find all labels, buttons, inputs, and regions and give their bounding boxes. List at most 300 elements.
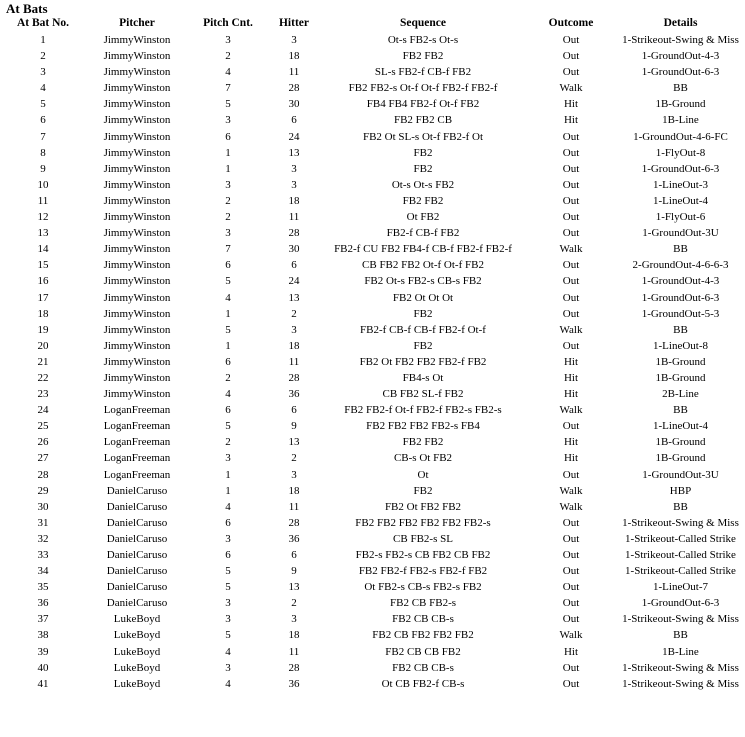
table-header-row <box>4 17 741 32</box>
cell-pitcher: DanielCaruso <box>106 581 168 594</box>
cell-outcome: Walk <box>559 500 583 513</box>
cell-hitter: 6 <box>291 114 297 127</box>
cell-pitcher: DanielCaruso <box>106 597 168 610</box>
table-row <box>4 676 741 692</box>
cell-sequence: FB2 <box>413 162 433 175</box>
cell-pitch-cnt: 4 <box>225 66 231 79</box>
table-row <box>4 515 741 531</box>
cell-details: 1-FlyOut-8 <box>655 146 706 159</box>
table-row <box>4 531 741 547</box>
cell-outcome: Out <box>562 581 580 594</box>
cell-details: BB <box>673 629 688 642</box>
cell-pitch-cnt: 5 <box>225 420 231 433</box>
cell-at-bat-no: 39 <box>37 645 49 658</box>
cell-details: 1-GroundOut-6-3 <box>641 162 720 175</box>
cell-details: 1B-Ground <box>655 436 706 449</box>
cell-pitcher: LukeBoyd <box>113 645 161 658</box>
cell-pitcher: LukeBoyd <box>113 629 161 642</box>
cell-details: 1B-Line <box>662 645 699 658</box>
column-header-details: Details <box>663 17 698 29</box>
cell-at-bat-no: 4 <box>40 82 46 95</box>
cell-pitch-cnt: 1 <box>225 162 231 175</box>
table-row <box>4 595 741 611</box>
cell-outcome: Out <box>562 211 580 224</box>
cell-hitter: 3 <box>291 613 297 626</box>
cell-hitter: 28 <box>288 371 300 384</box>
cell-at-bat-no: 24 <box>37 404 49 417</box>
cell-hitter: 3 <box>291 178 297 191</box>
cell-outcome: Out <box>562 130 580 143</box>
table-row <box>4 644 741 660</box>
table-row <box>4 290 741 306</box>
cell-pitch-cnt: 1 <box>225 484 231 497</box>
column-header-outcome: Outcome <box>548 17 594 29</box>
cell-sequence: FB2 Ot SL-s Ot-f FB2-f Ot <box>362 130 484 143</box>
cell-details: 1B-Ground <box>655 371 706 384</box>
cell-at-bat-no: 23 <box>37 388 49 401</box>
cell-sequence: CB FB2 FB2 Ot-f Ot-f FB2 <box>362 259 484 272</box>
cell-details: 1-Strikeout-Swing & Miss <box>622 677 739 690</box>
cell-pitch-cnt: 3 <box>225 114 231 127</box>
cell-hitter: 13 <box>288 291 300 304</box>
cell-pitch-cnt: 7 <box>225 82 231 95</box>
cell-sequence: FB2 CB CB-s <box>392 661 454 674</box>
cell-pitch-cnt: 3 <box>225 661 231 674</box>
cell-pitcher: JimmyWinston <box>103 130 171 143</box>
cell-pitch-cnt: 7 <box>225 243 231 256</box>
cell-details: BB <box>673 323 688 336</box>
cell-pitcher: JimmyWinston <box>103 162 171 175</box>
cell-details: 1-Strikeout-Swing & Miss <box>622 613 739 626</box>
table-row <box>4 273 741 289</box>
cell-outcome: Out <box>562 275 580 288</box>
cell-outcome: Out <box>562 661 580 674</box>
cell-outcome: Hit <box>563 436 579 449</box>
cell-sequence: FB2-f CB-f CB-f FB2-f Ot-f <box>360 323 486 336</box>
table-row <box>4 499 741 515</box>
page-title: At Bats <box>6 1 48 16</box>
cell-pitch-cnt: 2 <box>225 50 231 63</box>
cell-outcome: Out <box>562 339 580 352</box>
cell-details: BB <box>673 500 688 513</box>
cell-details: 2-GroundOut-4-6-6-3 <box>632 259 729 272</box>
cell-pitcher: JimmyWinston <box>103 243 171 256</box>
table-row <box>4 370 741 386</box>
table-row <box>4 434 741 450</box>
cell-details: 1-GroundOut-6-3 <box>641 597 720 610</box>
cell-at-bat-no: 3 <box>40 66 46 79</box>
cell-pitch-cnt: 3 <box>225 597 231 610</box>
cell-outcome: Hit <box>563 645 579 658</box>
table-row <box>4 96 741 112</box>
cell-at-bat-no: 28 <box>37 468 49 481</box>
cell-pitcher: JimmyWinston <box>103 307 171 320</box>
cell-hitter: 28 <box>288 661 300 674</box>
cell-pitch-cnt: 1 <box>225 307 231 320</box>
cell-outcome: Out <box>562 613 580 626</box>
cell-pitch-cnt: 1 <box>225 339 231 352</box>
cell-at-bat-no: 5 <box>40 98 46 111</box>
cell-pitch-cnt: 4 <box>225 677 231 690</box>
cell-at-bat-no: 34 <box>37 565 49 578</box>
table-row <box>4 306 741 322</box>
cell-at-bat-no: 18 <box>37 307 49 320</box>
cell-sequence: CB-s Ot FB2 <box>393 452 453 465</box>
cell-pitch-cnt: 3 <box>225 452 231 465</box>
cell-pitcher: JimmyWinston <box>103 98 171 111</box>
cell-details: 1-GroundOut-3U <box>642 468 719 481</box>
cell-sequence: FB2 FB2 <box>402 50 444 63</box>
cell-pitch-cnt: 6 <box>225 516 231 529</box>
cell-pitcher: JimmyWinston <box>103 339 171 352</box>
cell-details: BB <box>673 82 688 95</box>
cell-hitter: 24 <box>288 275 300 288</box>
cell-at-bat-no: 21 <box>37 355 49 368</box>
cell-details: 1-GroundOut-3U <box>642 227 719 240</box>
table-row <box>4 402 741 418</box>
table-row <box>4 418 741 434</box>
cell-sequence: FB2 <box>413 307 433 320</box>
table-row <box>4 611 741 627</box>
cell-pitcher: JimmyWinston <box>103 114 171 127</box>
cell-details: BB <box>673 404 688 417</box>
cell-hitter: 36 <box>288 677 300 690</box>
cell-at-bat-no: 2 <box>40 50 46 63</box>
cell-hitter: 18 <box>288 194 300 207</box>
column-header-at-bat-no: At Bat No. <box>16 17 70 29</box>
cell-pitcher: JimmyWinston <box>103 211 171 224</box>
cell-pitch-cnt: 6 <box>225 404 231 417</box>
cell-details: 1B-Ground <box>655 452 706 465</box>
table-row <box>4 241 741 257</box>
cell-at-bat-no: 26 <box>37 436 49 449</box>
table-row <box>4 225 741 241</box>
cell-pitcher: JimmyWinston <box>103 355 171 368</box>
table-row <box>4 177 741 193</box>
cell-pitcher: JimmyWinston <box>103 275 171 288</box>
cell-hitter: 18 <box>288 339 300 352</box>
cell-pitch-cnt: 6 <box>225 355 231 368</box>
cell-at-bat-no: 30 <box>37 500 49 513</box>
cell-at-bat-no: 15 <box>37 259 49 272</box>
cell-sequence: FB2 FB2 <box>402 194 444 207</box>
table-row <box>4 354 741 370</box>
cell-sequence: FB2 CB CB FB2 <box>385 645 461 658</box>
cell-at-bat-no: 10 <box>37 178 49 191</box>
cell-pitcher: JimmyWinston <box>103 34 171 46</box>
cell-sequence: Ot FB2 <box>406 211 440 224</box>
cell-at-bat-no: 8 <box>40 146 46 159</box>
cell-hitter: 3 <box>291 34 297 46</box>
cell-hitter: 6 <box>291 549 297 561</box>
column-header-pitcher: Pitcher <box>119 17 155 29</box>
cell-at-bat-no: 25 <box>37 420 49 433</box>
cell-outcome: Out <box>562 549 580 561</box>
cell-pitcher: JimmyWinston <box>103 66 171 79</box>
cell-pitch-cnt: 1 <box>225 146 231 159</box>
cell-hitter: 11 <box>288 645 300 658</box>
table-row <box>4 193 741 209</box>
cell-at-bat-no: 13 <box>37 227 49 240</box>
cell-hitter: 13 <box>288 146 300 159</box>
cell-pitch-cnt: 5 <box>225 581 231 594</box>
cell-outcome: Walk <box>559 404 583 417</box>
cell-hitter: 11 <box>288 500 300 513</box>
cell-pitch-cnt: 3 <box>225 227 231 240</box>
cell-pitcher: JimmyWinston <box>103 323 171 336</box>
table-row <box>4 112 741 128</box>
cell-outcome: Out <box>562 178 580 191</box>
cell-hitter: 6 <box>291 404 297 417</box>
table-row <box>4 32 741 48</box>
cell-hitter: 28 <box>288 82 300 95</box>
cell-hitter: 13 <box>288 436 300 449</box>
cell-details: 1-Strikeout-Called Strike <box>625 532 736 545</box>
cell-hitter: 9 <box>291 565 297 578</box>
cell-outcome: Hit <box>563 452 579 465</box>
cell-pitcher: JimmyWinston <box>103 50 171 63</box>
cell-outcome: Out <box>562 307 580 320</box>
cell-outcome: Out <box>562 565 580 578</box>
cell-pitcher: LukeBoyd <box>113 661 161 674</box>
cell-outcome: Hit <box>563 371 579 384</box>
cell-details: 1-Strikeout-Called Strike <box>625 549 736 561</box>
cell-pitcher: LoganFreeman <box>103 452 171 465</box>
cell-sequence: FB2 FB2-s Ot-f Ot-f FB2-f FB2-f <box>348 82 498 95</box>
cell-sequence: FB2 CB CB-s <box>392 613 454 626</box>
cell-sequence: FB2 CB FB2 FB2 FB2 <box>372 629 474 642</box>
cell-at-bat-no: 40 <box>37 661 49 674</box>
table-row <box>4 257 741 273</box>
cell-outcome: Walk <box>559 484 583 497</box>
table-row <box>4 64 741 80</box>
cell-pitch-cnt: 4 <box>225 645 231 658</box>
cell-sequence: FB2 FB2-f FB2-s FB2-f FB2 <box>358 565 488 578</box>
cell-hitter: 28 <box>288 516 300 529</box>
cell-details: HBP <box>669 484 692 497</box>
cell-outcome: Out <box>562 291 580 304</box>
cell-outcome: Out <box>562 162 580 175</box>
cell-pitch-cnt: 5 <box>225 629 231 642</box>
cell-at-bat-no: 6 <box>40 114 46 127</box>
cell-pitch-cnt: 2 <box>225 194 231 207</box>
cell-outcome: Out <box>562 532 580 545</box>
cell-sequence: FB2 FB2 FB2 FB2 FB2 FB2-s <box>355 516 491 529</box>
cell-details: 1-Strikeout-Swing & Miss <box>622 661 739 674</box>
cell-at-bat-no: 19 <box>37 323 49 336</box>
cell-pitch-cnt: 4 <box>225 388 231 401</box>
cell-outcome: Walk <box>559 323 583 336</box>
cell-details: 1-GroundOut-6-3 <box>641 66 720 79</box>
cell-outcome: Out <box>562 50 580 63</box>
cell-at-bat-no: 41 <box>37 677 49 690</box>
cell-details: 1B-Ground <box>655 355 706 368</box>
table-row <box>4 579 741 595</box>
cell-at-bat-no: 22 <box>37 371 49 384</box>
table-row <box>4 467 741 483</box>
column-header-sequence: Sequence <box>400 17 446 29</box>
cell-pitch-cnt: 3 <box>225 34 231 46</box>
cell-outcome: Hit <box>563 355 579 368</box>
cell-hitter: 11 <box>288 66 300 79</box>
cell-sequence: FB2-f CU FB2 FB4-f CB-f FB2-f FB2-f <box>334 243 512 256</box>
cell-pitcher: JimmyWinston <box>103 227 171 240</box>
cell-at-bat-no: 7 <box>40 130 46 143</box>
cell-pitcher: DanielCaruso <box>106 565 168 578</box>
cell-hitter: 28 <box>288 227 300 240</box>
cell-outcome: Out <box>562 420 580 433</box>
cell-sequence: FB2 Ot Ot Ot <box>392 291 454 304</box>
table-row <box>4 322 741 338</box>
cell-outcome: Hit <box>563 388 579 401</box>
cell-pitch-cnt: 5 <box>225 98 231 111</box>
cell-hitter: 13 <box>288 581 300 594</box>
cell-hitter: 18 <box>288 50 300 63</box>
table-row <box>4 209 741 225</box>
cell-outcome: Walk <box>559 82 583 95</box>
table-row <box>4 386 741 402</box>
cell-pitch-cnt: 4 <box>225 291 231 304</box>
cell-at-bat-no: 9 <box>40 162 46 175</box>
cell-hitter: 2 <box>291 307 297 320</box>
cell-pitch-cnt: 6 <box>225 130 231 143</box>
cell-details: 1-LineOut-4 <box>653 420 708 433</box>
cell-pitch-cnt: 5 <box>225 275 231 288</box>
cell-sequence: FB2 <box>413 339 433 352</box>
table-row <box>4 660 741 676</box>
cell-outcome: Out <box>562 597 580 610</box>
cell-sequence: CB FB2-s SL <box>393 532 453 545</box>
cell-pitcher: LoganFreeman <box>103 420 171 433</box>
cell-at-bat-no: 17 <box>37 291 49 304</box>
cell-sequence: FB2 FB2 <box>402 436 444 449</box>
table-row <box>4 450 741 466</box>
cell-pitch-cnt: 5 <box>225 565 231 578</box>
cell-sequence: SL-s FB2-f CB-f FB2 <box>374 66 472 79</box>
cell-pitcher: JimmyWinston <box>103 371 171 384</box>
cell-sequence: FB2-s FB2-s CB FB2 CB FB2 <box>355 549 491 561</box>
cell-pitcher: JimmyWinston <box>103 178 171 191</box>
cell-sequence: FB4-s Ot <box>402 371 444 384</box>
cell-pitcher: JimmyWinston <box>103 194 171 207</box>
cell-at-bat-no: 12 <box>37 211 49 224</box>
cell-at-bat-no: 37 <box>37 613 49 626</box>
column-header-hitter: Hitter <box>278 17 309 29</box>
cell-outcome: Walk <box>559 629 583 642</box>
cell-sequence: FB2 FB2 FB2 FB2-s FB4 <box>366 420 480 433</box>
cell-sequence: CB FB2 SL-f FB2 <box>382 388 464 401</box>
cell-pitcher: LoganFreeman <box>103 436 171 449</box>
cell-sequence: Ot-s Ot-s FB2 <box>391 178 455 191</box>
cell-pitcher: JimmyWinston <box>103 388 171 401</box>
cell-details: 1B-Ground <box>655 98 706 111</box>
cell-outcome: Out <box>562 66 580 79</box>
cell-pitcher: DanielCaruso <box>106 532 168 545</box>
cell-pitcher: JimmyWinston <box>103 146 171 159</box>
cell-sequence: FB2 Ot FB2 FB2 <box>384 500 462 513</box>
cell-pitch-cnt: 1 <box>225 468 231 481</box>
column-header-pitch-cnt: Pitch Cnt. <box>203 17 253 29</box>
cell-hitter: 9 <box>291 420 297 433</box>
cell-at-bat-no: 33 <box>37 549 49 561</box>
cell-pitch-cnt: 6 <box>225 549 231 561</box>
cell-outcome: Out <box>562 227 580 240</box>
cell-pitcher: DanielCaruso <box>106 516 168 529</box>
cell-outcome: Out <box>562 259 580 272</box>
cell-outcome: Out <box>562 516 580 529</box>
cell-pitcher: LukeBoyd <box>113 613 161 626</box>
table-body <box>4 32 741 692</box>
table-header <box>4 17 741 32</box>
cell-hitter: 2 <box>291 452 297 465</box>
cell-details: 1-LineOut-8 <box>653 339 708 352</box>
cell-at-bat-no: 11 <box>37 194 49 207</box>
cell-at-bat-no: 16 <box>37 275 49 288</box>
cell-at-bat-no: 29 <box>37 484 49 497</box>
cell-pitch-cnt: 3 <box>225 178 231 191</box>
cell-outcome: Out <box>562 34 580 46</box>
cell-pitch-cnt: 5 <box>225 323 231 336</box>
table-row <box>4 129 741 145</box>
cell-at-bat-no: 32 <box>37 532 49 545</box>
cell-details: 1-LineOut-7 <box>653 581 708 594</box>
at-bats-table <box>4 17 741 692</box>
cell-sequence: FB2 Ot FB2 FB2 FB2-f FB2 <box>359 355 487 368</box>
cell-outcome: Hit <box>563 114 579 127</box>
cell-sequence: Ot <box>417 468 429 481</box>
cell-details: 1-GroundOut-5-3 <box>641 307 720 320</box>
cell-hitter: 11 <box>288 355 300 368</box>
cell-at-bat-no: 35 <box>37 581 49 594</box>
cell-pitch-cnt: 3 <box>225 613 231 626</box>
cell-details: 1-Strikeout-Called Strike <box>625 565 736 578</box>
cell-outcome: Out <box>562 146 580 159</box>
cell-at-bat-no: 14 <box>37 243 49 256</box>
cell-details: 2B-Line <box>662 388 699 401</box>
cell-pitcher: JimmyWinston <box>103 259 171 272</box>
cell-pitcher: DanielCaruso <box>106 484 168 497</box>
cell-hitter: 6 <box>291 259 297 272</box>
cell-outcome: Out <box>562 468 580 481</box>
cell-sequence: FB4 FB4 FB2-f Ot-f FB2 <box>366 98 480 111</box>
cell-hitter: 3 <box>291 468 297 481</box>
cell-hitter: 2 <box>291 597 297 610</box>
cell-at-bat-no: 38 <box>37 629 49 642</box>
cell-sequence: FB2 <box>413 146 433 159</box>
cell-pitch-cnt: 4 <box>225 500 231 513</box>
cell-details: 1-Strikeout-Swing & Miss <box>622 34 739 46</box>
cell-sequence: FB2 <box>413 484 433 497</box>
cell-sequence: Ot-s FB2-s Ot-s <box>387 34 459 46</box>
table-row <box>4 161 741 177</box>
cell-hitter: 18 <box>288 484 300 497</box>
cell-pitch-cnt: 2 <box>225 436 231 449</box>
cell-pitcher: LoganFreeman <box>103 468 171 481</box>
cell-pitcher: LukeBoyd <box>113 677 161 690</box>
cell-hitter: 36 <box>288 532 300 545</box>
table-row <box>4 145 741 161</box>
cell-pitch-cnt: 3 <box>225 532 231 545</box>
cell-pitch-cnt: 2 <box>225 211 231 224</box>
cell-pitch-cnt: 2 <box>225 371 231 384</box>
cell-sequence: FB2 Ot-s FB2-s CB-s FB2 <box>364 275 482 288</box>
cell-at-bat-no: 1 <box>40 34 46 46</box>
cell-hitter: 30 <box>288 243 300 256</box>
table-row <box>4 547 741 563</box>
cell-details: 1-GroundOut-4-3 <box>641 50 720 63</box>
cell-pitcher: JimmyWinston <box>103 82 171 95</box>
cell-details: 1-FlyOut-6 <box>655 211 706 224</box>
